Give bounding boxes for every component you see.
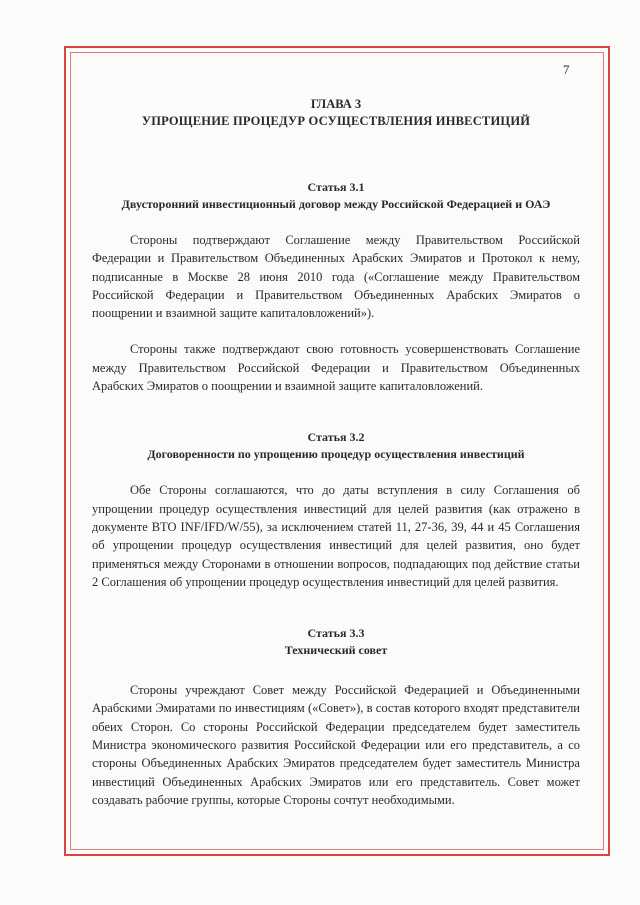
chapter-label: ГЛАВА 3 <box>310 97 362 111</box>
article-number: Статья 3.2 <box>307 430 365 445</box>
article-paragraph: Стороны подтверждают Соглашение между Правительством Российской Федерации и Правительством Объединенных Арабских Эмиратов и Протокол к нему, подписанные в Москве 28 июня 2010 года («Соглашение между Правительством Российской Федерации и Правительством Объединенных Арабских Эмиратов о поощрении и взаимной защите капиталовложений»). <box>92 233 580 321</box>
article-title: Технический совет <box>284 643 388 658</box>
article-title: Договоренности по упрощению процедур осуществления инвестиций <box>147 447 525 462</box>
article-number: Статья 3.1 <box>307 180 365 194</box>
article-3-2 <box>92 429 580 591</box>
article-3-3 <box>92 625 580 809</box>
article-paragraph: Стороны учреждают Совет между Российской Федерацией и Объединенными Арабскими Эмиратами по инвестициям («Совет»), в состав которого входят представители обеих Сторон. Со стороны Российской Федерации председателем будет заместитель Министра экономического развития Российской Федерации или его представитель, а со стороны Объединенных Арабских Эмиратов председателем будет заместитель Министра инвестиций Объединенных Арабских Эмиратов или его представитель. Совет может создавать рабочие группы, которые Стороны сочтут необходимыми. <box>92 683 580 807</box>
article-paragraph: Обе Стороны соглашаются, что до даты вступления в силу Соглашения об упрощении процедур осуществления инвестиций для целей развития (как отражено в документе ВТО INF/IFD/W/55), за исключением статей 11, 27-36, 39, 44 и 45 Соглашения об упрощении процедур осуществления инвестиций для целей развития, оно будет применяться между Сторонами в отношении вопросов, подпадающих под действие статьи 2 Соглашения об упрощении процедур осуществления инвестиций для целей развития. <box>92 483 580 589</box>
chapter-title: УПРОЩЕНИЕ ПРОЦЕДУР ОСУЩЕСТВЛЕНИЯ ИНВЕСТИЦИЙ <box>141 114 531 128</box>
article-paragraph: Стороны также подтверждают свою готовность усовершенствовать Соглашение между Правительством Российской Федерации и Правительством Объединенных Арабских Эмиратов о поощрении и взаимной защите капиталовложений. <box>92 342 580 394</box>
article-3-1 <box>92 179 580 395</box>
article-title: Двусторонний инвестиционный договор между Российской Федерацией и ОАЭ <box>121 197 551 211</box>
article-number: Статья 3.3 <box>307 626 365 641</box>
page-number: 7 <box>563 62 570 77</box>
document-body <box>92 96 580 809</box>
